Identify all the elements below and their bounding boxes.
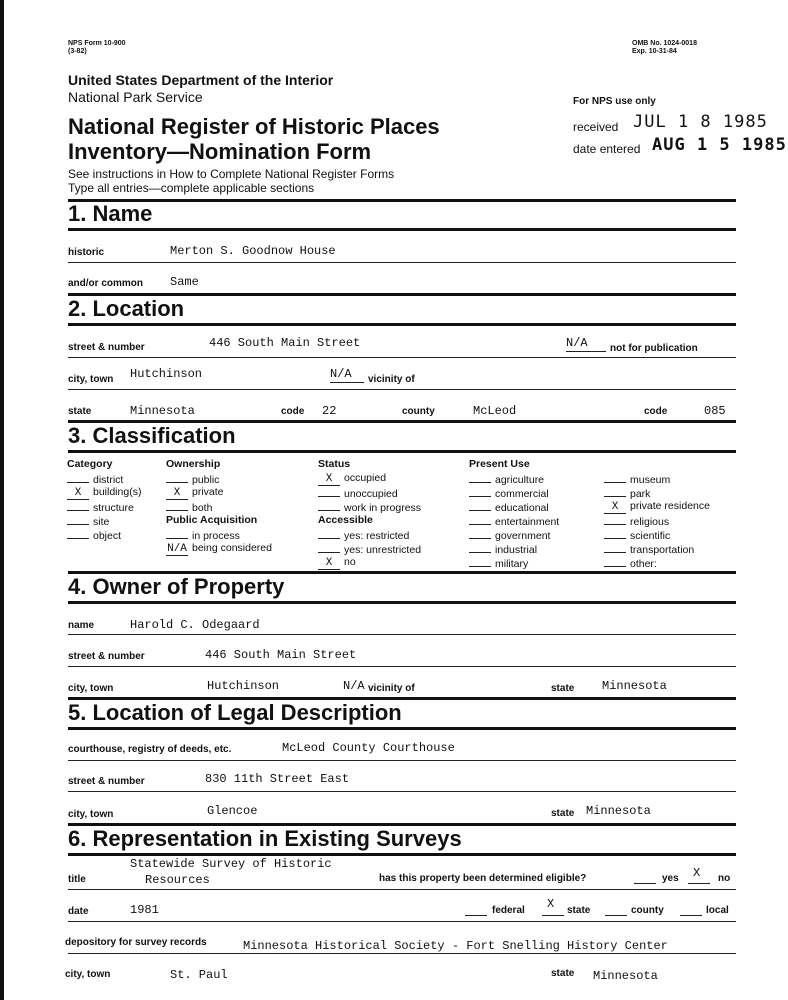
option-label: district [93, 474, 124, 486]
field-line [68, 760, 736, 761]
checkbox-blank[interactable] [67, 527, 89, 539]
option-label: object [93, 530, 122, 542]
historic-name: Merton S. Goodnow House [170, 244, 336, 258]
street-value: 446 South Main Street [209, 336, 361, 350]
county-blank[interactable] [605, 915, 627, 916]
option-label: industrial [495, 544, 538, 556]
accessible-restricted[interactable] [318, 527, 421, 541]
county-code-label: code [644, 406, 668, 417]
owner-street-label: street & number [68, 651, 145, 662]
yes-label: yes [662, 873, 679, 884]
use-government[interactable] [469, 527, 559, 541]
accessible-no[interactable] [318, 555, 421, 569]
instructions-2: Type all entries—complete applicable sections [68, 181, 315, 195]
section-rule [68, 853, 736, 856]
option-label: site [93, 516, 110, 528]
depository-city-label: city, town [65, 969, 111, 980]
city-value: Hutchinson [130, 367, 203, 381]
legal-street-label: street & number [68, 776, 145, 787]
ownership-both[interactable] [166, 499, 272, 513]
owner-state-label: state [551, 683, 575, 694]
option-label: unoccupied [344, 488, 398, 500]
field-line [330, 382, 364, 383]
county-option-label: county [631, 905, 664, 916]
legal-state-label: state [551, 808, 575, 819]
owner-vicinity-label: vicinity of [368, 683, 415, 694]
checkbox-blank[interactable] [67, 471, 89, 483]
category-structure[interactable] [67, 499, 141, 513]
no-label: no [718, 873, 731, 884]
status-work-in-progress[interactable] [318, 499, 421, 513]
category-object[interactable] [67, 527, 141, 541]
vicinity-label: vicinity of [368, 374, 415, 385]
checkbox-blank[interactable] [318, 527, 340, 539]
status-occupied[interactable] [318, 471, 421, 485]
checkbox-blank[interactable] [469, 513, 491, 525]
checkbox-blank[interactable] [469, 471, 491, 483]
section-6-heading: 6. Representation in Existing Surveys [68, 826, 462, 851]
section-rule [68, 199, 736, 202]
category-header: Category [67, 458, 113, 470]
form-number: NPS Form 10-900 [68, 40, 126, 47]
checkbox-blank[interactable] [166, 471, 188, 483]
present-use-column-1 [469, 457, 559, 569]
form-title-2: Inventory—Nomination Form [68, 139, 372, 164]
field-line [68, 389, 736, 390]
checkbox-blank[interactable]: X [604, 502, 626, 514]
survey-title-line-2: Resources [145, 873, 210, 887]
use-scientific[interactable] [604, 527, 710, 541]
accessible-unrestricted[interactable] [318, 541, 421, 555]
option-label: work in progress [344, 502, 422, 514]
category-district[interactable] [67, 471, 141, 485]
field-line [68, 953, 736, 954]
option-label: yes: unrestricted [344, 544, 422, 556]
received-stamp: JUL 1 8 1985 [633, 112, 768, 132]
county-value: McLeod [473, 404, 517, 418]
option-label: in process [192, 530, 240, 542]
option-label: transportation [630, 544, 695, 556]
depository-state-label: state [551, 968, 575, 979]
checkbox-blank[interactable] [604, 485, 626, 497]
checkbox-blank[interactable] [469, 485, 491, 497]
local-blank[interactable] [680, 915, 702, 916]
state-mark[interactable]: X [547, 897, 555, 911]
option-label: other: [630, 558, 657, 570]
section-4-heading: 4. Owner of Property [68, 574, 285, 599]
section-5-heading: 5. Location of Legal Description [68, 700, 402, 725]
checkbox-blank[interactable] [469, 499, 491, 511]
vicinity-value: N/A [330, 367, 352, 381]
checkbox-blank[interactable]: X [166, 488, 188, 500]
checkbox-blank[interactable] [67, 513, 89, 525]
status-unoccupied[interactable] [318, 485, 421, 499]
category-column [67, 457, 141, 541]
nps-use-label: For NPS use only [573, 96, 656, 107]
federal-label: federal [492, 905, 525, 916]
option-label: being considered [192, 542, 272, 554]
field-line [68, 357, 736, 358]
present-use-column-2 [604, 471, 710, 569]
owner-name: Harold C. Odegaard [130, 618, 260, 632]
option-label: building(s) [93, 486, 142, 498]
local-label: local [706, 905, 729, 916]
date-entered-label: date entered [573, 142, 641, 156]
option-label: structure [93, 502, 134, 514]
legal-city-label: city, town [68, 809, 114, 820]
option-label: private residence [630, 500, 710, 512]
checkbox-blank[interactable] [604, 541, 626, 553]
field-line [566, 351, 606, 352]
checkbox-blank[interactable]: N/A [167, 543, 187, 555]
service: National Park Service [68, 89, 203, 105]
checkbox-blank[interactable]: X [318, 474, 340, 486]
present-use-header: Present Use [469, 458, 530, 470]
omb-number: OMB No. 1024-0018 [632, 40, 697, 47]
instructions-1: See instructions in How to Complete National Register Forms [68, 167, 395, 181]
status-column [318, 457, 421, 569]
section-rule [68, 228, 736, 231]
option-label: commercial [495, 488, 549, 500]
owner-city-label: city, town [68, 683, 114, 694]
legal-state: Minnesota [586, 804, 651, 818]
checkbox-blank[interactable]: X [318, 558, 340, 570]
scan-edge [0, 0, 4, 1000]
use-private-residence[interactable] [604, 499, 710, 513]
field-line [68, 791, 736, 792]
state-value: Minnesota [130, 404, 195, 418]
depository-city: St. Paul [170, 968, 228, 982]
owner-name-label: name [68, 620, 95, 631]
depository-label: depository for survey records [65, 937, 207, 948]
code-value: 22 [322, 404, 337, 418]
use-museum[interactable] [604, 471, 710, 485]
use-military[interactable] [469, 555, 559, 569]
option-label: public [192, 474, 220, 486]
checkbox-blank[interactable] [166, 527, 188, 539]
use-other[interactable] [604, 555, 710, 569]
ownership-column [166, 457, 272, 555]
option-label: agriculture [495, 474, 545, 486]
date-entered-stamp: AUG 1 5 1985 [652, 135, 787, 155]
use-entertainment[interactable] [469, 513, 559, 527]
field-line [68, 634, 736, 635]
option-label: scientific [630, 530, 671, 542]
section-3-heading: 3. Classification [68, 423, 236, 448]
checkbox-blank[interactable] [469, 541, 491, 553]
code-label: code [281, 406, 305, 417]
checkbox-blank[interactable] [318, 485, 340, 497]
use-park[interactable] [604, 485, 710, 499]
federal-blank[interactable] [465, 915, 487, 916]
no-mark[interactable]: X [693, 866, 701, 880]
acquisition-being-considered[interactable] [166, 541, 272, 555]
historic-label: historic [68, 247, 105, 258]
field-line [68, 262, 736, 263]
checkbox-blank[interactable] [469, 527, 491, 539]
option-label: yes: restricted [344, 530, 410, 542]
checkbox-blank[interactable]: X [67, 488, 89, 500]
ownership-private[interactable] [166, 485, 272, 499]
checkbox-blank[interactable] [67, 499, 89, 511]
owner-street: 446 South Main Street [205, 648, 357, 662]
option-label: educational [495, 502, 549, 514]
survey-title-line-1: Statewide Survey of Historic [130, 857, 332, 871]
received-label: received [573, 120, 619, 134]
option-label: military [495, 558, 529, 570]
option-label: no [344, 556, 356, 568]
yes-blank[interactable] [634, 883, 656, 884]
use-transportation[interactable] [604, 541, 710, 555]
form-date: (3-82) [68, 48, 87, 55]
option-label: private [192, 486, 224, 498]
street-label: street & number [68, 342, 145, 353]
status-header: Status [318, 458, 351, 470]
owner-vicinity-value: N/A [343, 679, 365, 693]
courthouse-label: courthouse, registry of deeds, etc. [68, 744, 232, 755]
checkbox-blank[interactable] [318, 499, 340, 511]
section-rule [68, 450, 736, 453]
option-label: entertainment [495, 516, 560, 528]
eligible-question: has this property been determined eligible? [379, 873, 587, 884]
survey-date-label: date [68, 906, 89, 917]
option-label: religious [630, 516, 670, 528]
legal-city: Glencoe [207, 804, 258, 818]
no-blank[interactable] [688, 883, 710, 884]
checkbox-blank[interactable] [318, 541, 340, 553]
checkbox-blank[interactable] [604, 513, 626, 525]
option-label: museum [630, 474, 671, 486]
common-name: Same [170, 275, 199, 289]
accessible-header: Accessible [318, 514, 373, 526]
survey-date: 1981 [130, 903, 159, 917]
survey-title-label: title [68, 874, 86, 885]
category-buildings[interactable] [67, 485, 141, 499]
county-code-value: 085 [704, 404, 726, 418]
ownership-header: Ownership [166, 458, 221, 470]
legal-street: 830 11th Street East [205, 772, 350, 786]
ownership-public[interactable] [166, 471, 272, 485]
use-religious[interactable] [604, 513, 710, 527]
owner-city: Hutchinson [207, 679, 280, 693]
section-rule [68, 601, 736, 604]
state-option-label: state [567, 905, 591, 916]
nfp-label: not for publication [610, 343, 698, 354]
department: United States Department of the Interior [68, 72, 334, 88]
use-agriculture[interactable] [469, 471, 559, 485]
checkbox-blank[interactable] [469, 555, 491, 567]
option-label: occupied [344, 472, 387, 484]
field-line [68, 666, 736, 667]
city-label: city, town [68, 374, 114, 385]
checkbox-blank[interactable] [604, 471, 626, 483]
acquisition-in-process[interactable] [166, 527, 272, 541]
checkbox-blank[interactable] [604, 555, 626, 567]
option-label: park [630, 488, 651, 500]
owner-state: Minnesota [602, 679, 667, 693]
checkbox-blank[interactable] [604, 527, 626, 539]
expiration: Exp. 10-31-84 [632, 48, 677, 55]
depository-value: Minnesota Historical Society - Fort Snelling History Center [243, 939, 668, 953]
state-label: state [68, 406, 92, 417]
common-name-label: and/or common [68, 278, 144, 289]
section-rule [68, 727, 736, 730]
section-2-heading: 2. Location [68, 296, 185, 321]
field-line [68, 889, 736, 890]
use-industrial[interactable] [469, 541, 559, 555]
state-blank[interactable] [542, 915, 564, 916]
section-rule [68, 323, 736, 326]
acquisition-header: Public Acquisition [166, 514, 258, 526]
use-commercial[interactable] [469, 485, 559, 499]
nfp-value: N/A [566, 336, 588, 350]
field-line [68, 921, 736, 922]
checkbox-blank[interactable] [166, 499, 188, 511]
option-label: both [192, 502, 213, 514]
county-label: county [402, 406, 435, 417]
use-educational[interactable] [469, 499, 559, 513]
courthouse-value: McLeod County Courthouse [282, 741, 455, 755]
depository-state: Minnesota [593, 969, 658, 983]
section-1-heading: 1. Name [68, 201, 153, 226]
category-site[interactable] [67, 513, 141, 527]
option-label: government [495, 530, 551, 542]
form-title-1: National Register of Historic Places [68, 114, 440, 139]
